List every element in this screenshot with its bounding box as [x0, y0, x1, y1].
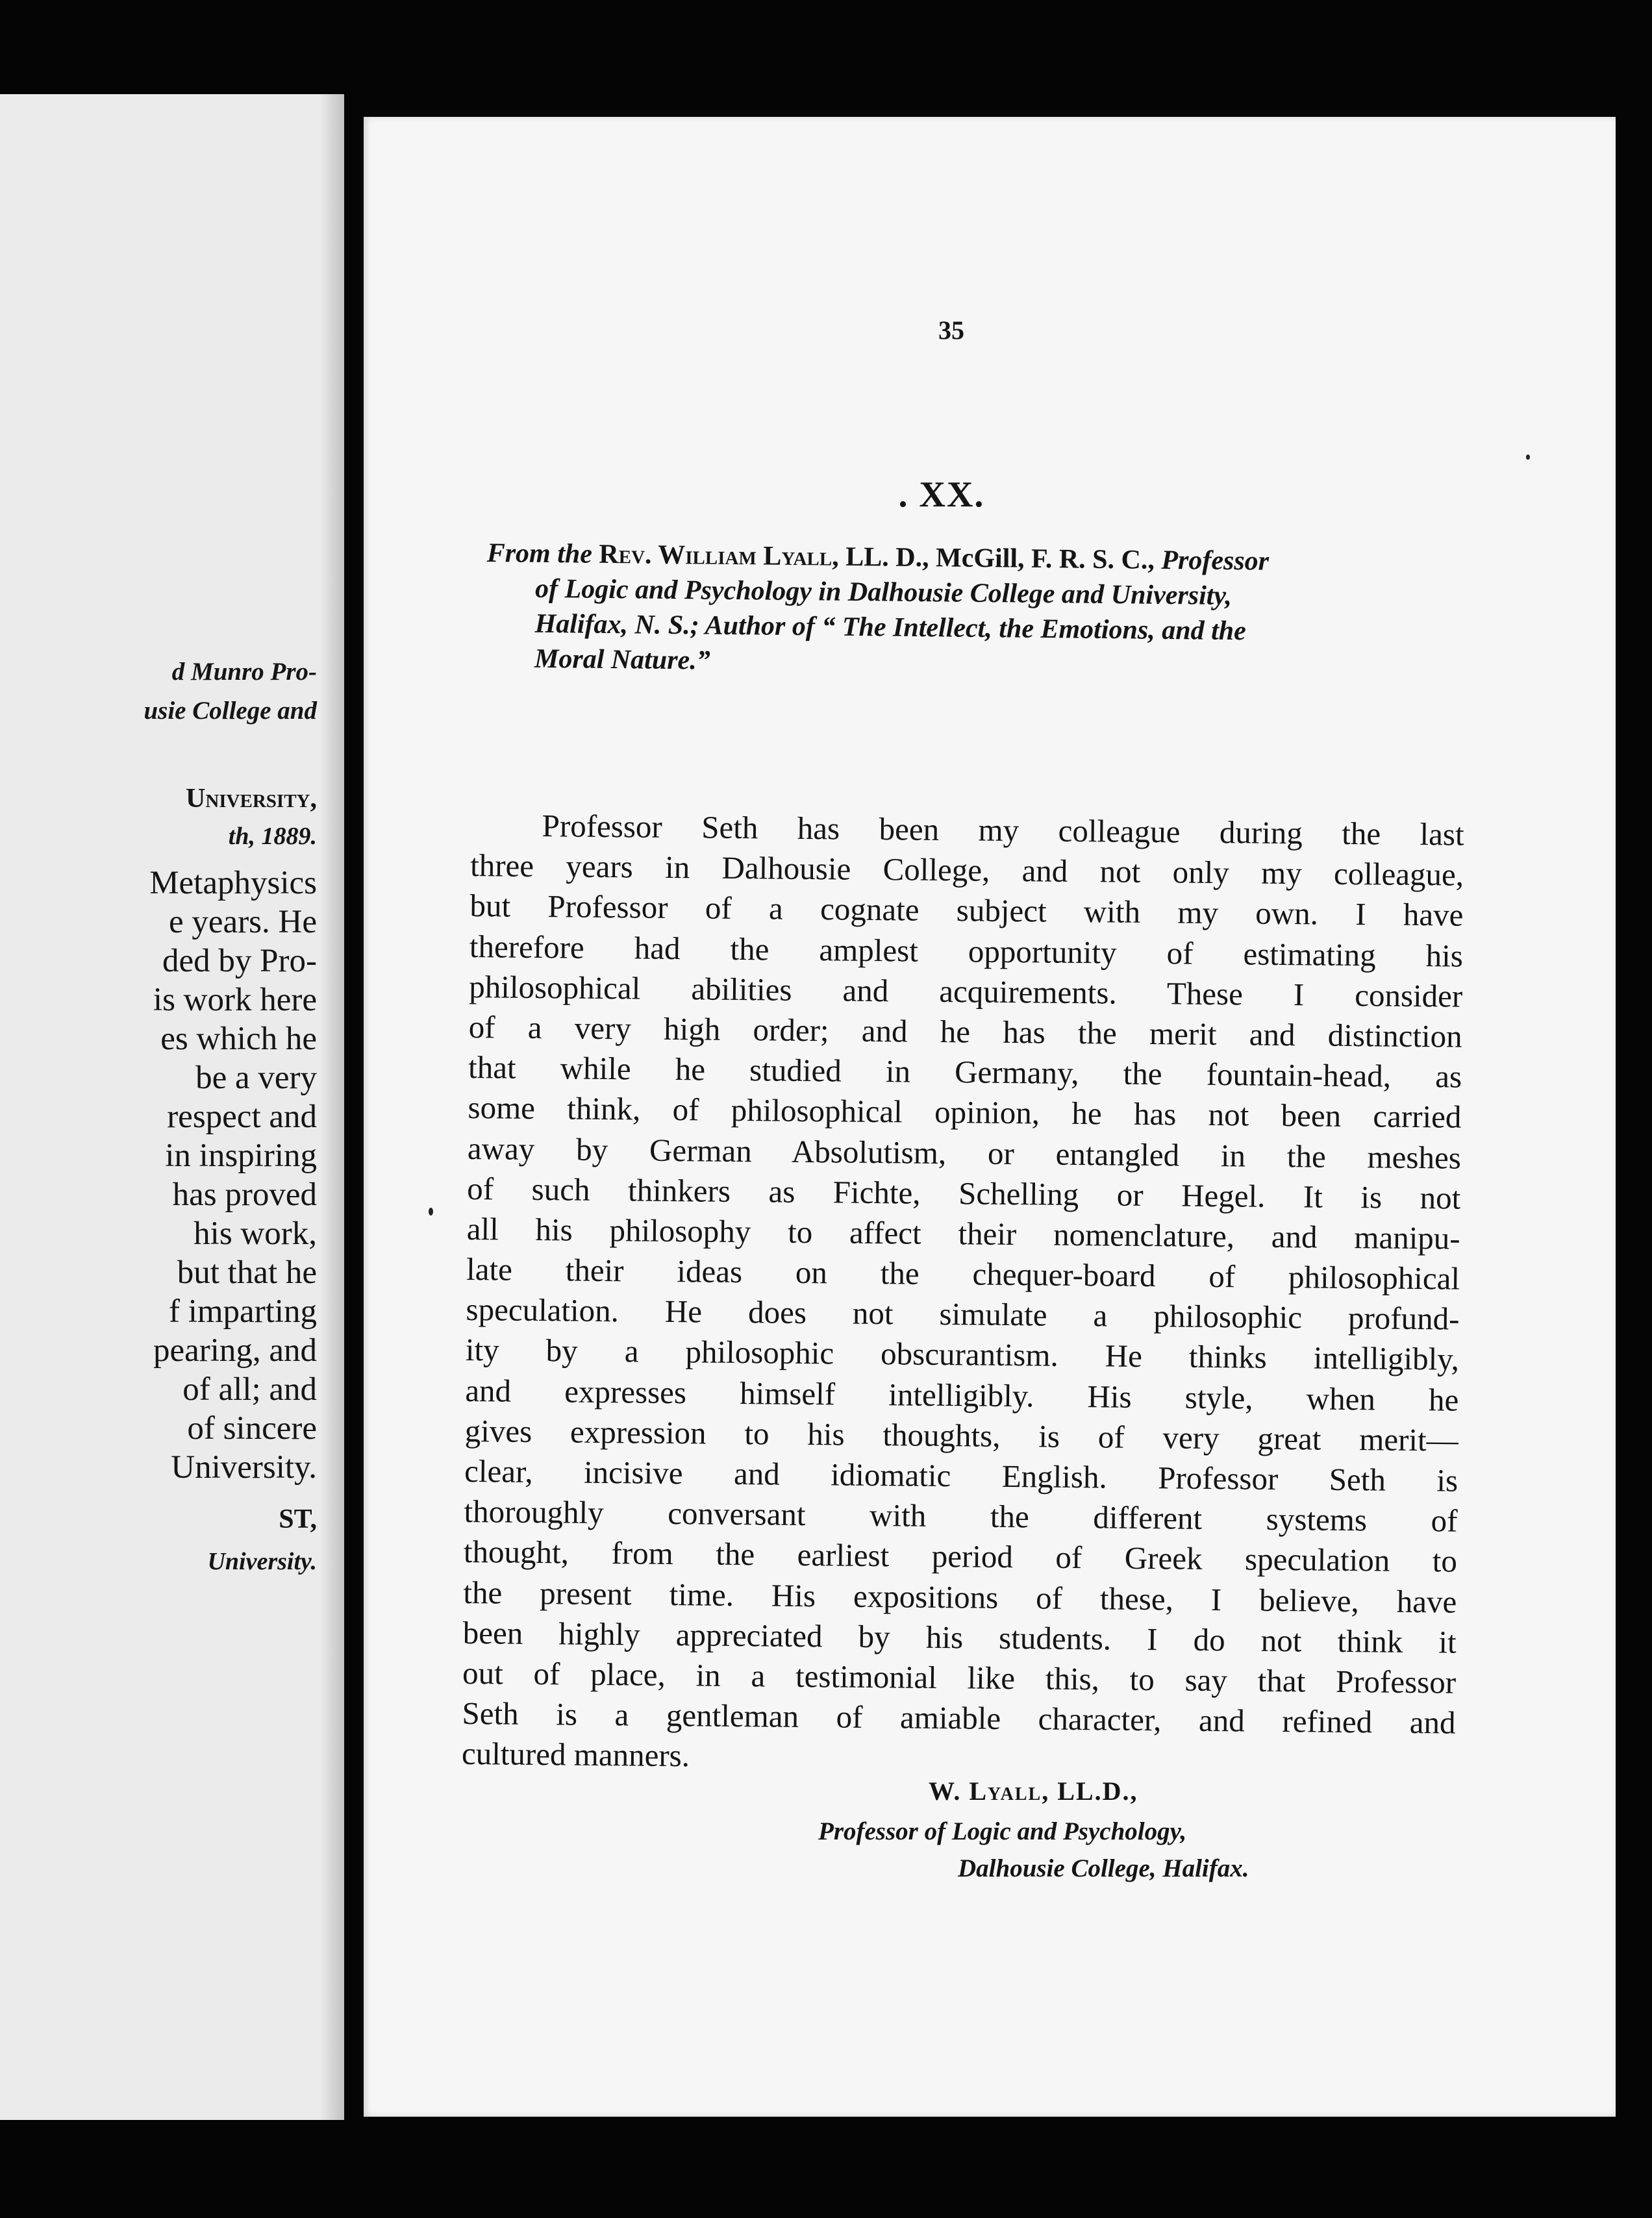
left-page-line: d Munro Pro- — [171, 658, 317, 686]
body-line: the present time. His expositions of these, I believe, have — [463, 1574, 1457, 1620]
heading-line-3: Halifax, N. S.; Author of “ The Intellect, the Emotions, and the — [534, 608, 1246, 647]
signature-name: W. Lyall, LL.D., — [929, 1776, 1138, 1806]
page-number: 35 — [938, 316, 964, 345]
body-line: Professor Seth has been my colleague during the last — [542, 808, 1464, 853]
left-page-line: has proved — [172, 1177, 317, 1213]
left-page-line: be a very — [195, 1060, 317, 1096]
left-page-line: Metaphysics — [149, 865, 317, 901]
body-line: thought, from the earliest period of Greek speculation to — [463, 1534, 1458, 1580]
left-page-line: but that he — [177, 1254, 317, 1291]
body-line: but Professor of a cognate subject with my own. I have — [469, 888, 1464, 934]
body-line: gives expression to his thoughts, is of very great merit— — [464, 1412, 1458, 1458]
body-line: three years in Dalhousie College, and not only my colleague, — [469, 847, 1464, 893]
heading-professor: Professor — [1161, 545, 1270, 577]
body-line: thoroughly conversant with the different systems of — [464, 1493, 1458, 1539]
body-line: all his philosophy to affect their nomenclature, and manipu- — [466, 1210, 1460, 1256]
left-page-line: ded by Pro- — [162, 943, 317, 979]
heading-author-name: Rev. William Lyall, — [599, 539, 839, 572]
left-page-line: University. — [207, 1548, 317, 1575]
body-line: cultured manners. — [461, 1736, 690, 1774]
testimonial-body — [462, 805, 1464, 1784]
left-page-line: of sincere — [187, 1410, 317, 1447]
page-gutter — [319, 94, 344, 2120]
left-page-line: es which he — [160, 1021, 317, 1057]
body-line: away by German Absolutism, or entangled in the meshes — [467, 1130, 1462, 1176]
left-page-line: his work, — [194, 1215, 317, 1252]
scan-speck — [429, 1208, 433, 1215]
heading-line-4: Moral Nature.” — [534, 643, 710, 676]
left-page-line: th, 1889. — [228, 823, 317, 850]
signature-place: Dalhousie College, Halifax. — [958, 1854, 1249, 1882]
body-line: Seth is a gentleman of amiable character, and refined and — [462, 1695, 1456, 1741]
left-page-line: pearing, and — [153, 1332, 317, 1369]
right-page — [364, 117, 1616, 2117]
section-number: . XX. — [898, 475, 985, 515]
left-page-line: is work here — [153, 982, 317, 1018]
body-line: that while he studied in Germany, the fountain-head, as — [468, 1049, 1462, 1095]
body-line: therefore had the amplest opportunity of estimating his — [469, 928, 1464, 974]
scan-speck — [1526, 455, 1530, 460]
body-line: late their ideas on the chequer-board of philosophical — [466, 1251, 1460, 1297]
body-line: and expresses himself intelligibly. His style, when he — [465, 1372, 1459, 1418]
body-line: some think, of philosophical opinion, he has not been carried — [468, 1090, 1462, 1135]
left-page-line: University, — [186, 784, 317, 814]
left-page-line: University. — [171, 1449, 317, 1486]
left-page-line: of all; and — [182, 1371, 317, 1408]
body-line: ity by a philosophic obscurantism. He thinks intelligibly, — [465, 1332, 1460, 1378]
heading-line-2: of Logic and Psychology in Dalhousie College and University, — [534, 573, 1233, 612]
heading-from: From the — [486, 538, 593, 569]
body-line: out of place, in a testimonial like this, to say that Professor — [462, 1654, 1457, 1701]
left-page-line: f imparting — [168, 1293, 317, 1330]
body-line: been highly appreciated by his students. I do not think it — [462, 1614, 1457, 1660]
body-line: speculation. He does not simulate a philosophic profund- — [466, 1291, 1460, 1337]
left-page — [0, 94, 344, 2120]
left-page-line: ST, — [279, 1504, 317, 1534]
body-line: philosophical abilities and acquirements. These I consider — [469, 968, 1463, 1014]
body-line: of a very high order; and he has the merit and distinction — [468, 1008, 1462, 1054]
body-line: clear, incisive and idiomatic English. Professor Seth is — [464, 1452, 1458, 1499]
left-page-line: usie College and — [144, 697, 317, 725]
signature-title: Professor of Logic and Psychology, — [818, 1817, 1187, 1845]
left-page-line: respect and — [167, 1099, 317, 1135]
left-page-line: e years. He — [169, 904, 317, 940]
left-page-line: in inspiring — [165, 1138, 317, 1174]
body-line: of such thinkers as Fichte, Schelling or Hegel. It is not — [467, 1170, 1461, 1216]
heading-degrees: LL. D., McGill, F. R. S. C., — [845, 542, 1155, 575]
letter-heading — [486, 536, 1464, 686]
